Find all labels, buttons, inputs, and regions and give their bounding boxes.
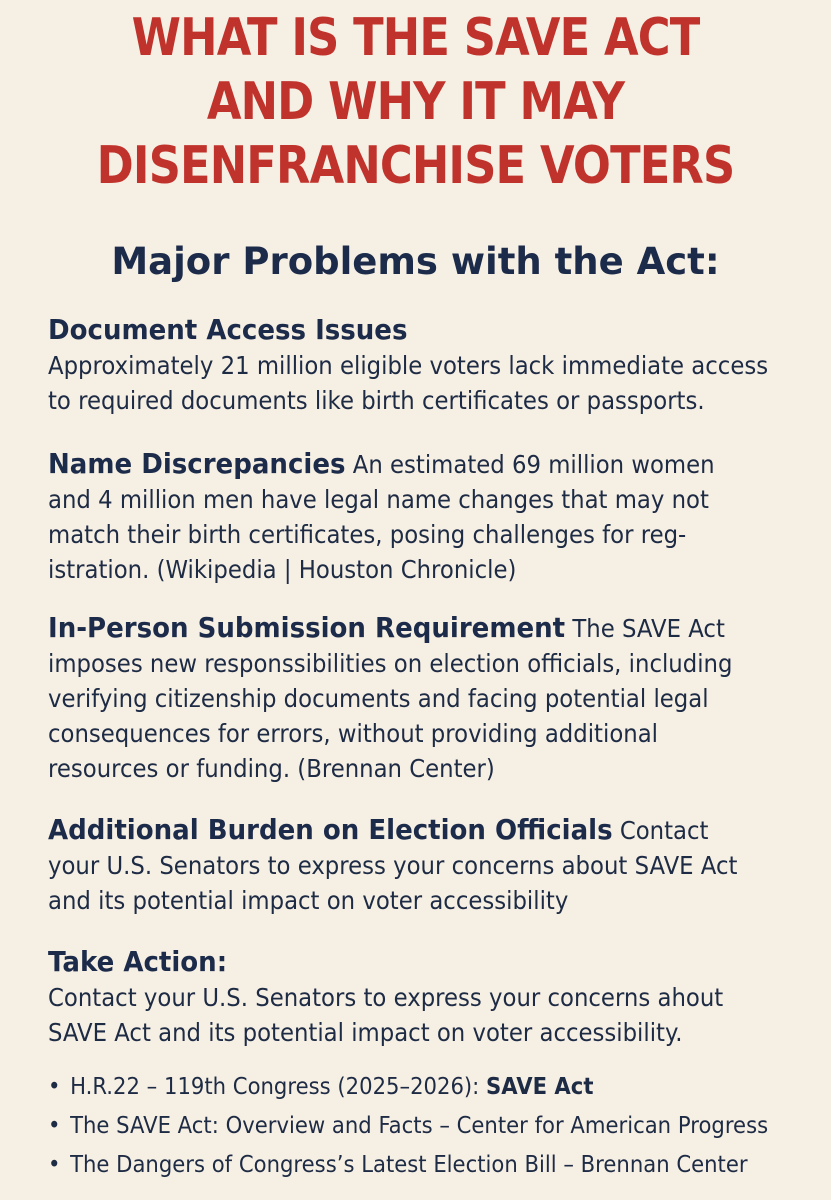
section-additional-burden [48,812,755,918]
body-line: your U.S. Senators to express your concerns about SAVE Act [48,851,738,880]
body-inline-text: Contact [619,816,709,845]
body-line: consequences for errors, without providing additional [48,719,658,748]
body-line: Approximately 21 million eligible voters lack immediate access [48,351,769,380]
resource-text: The Dangers of Congress’s Latest Election Bill – Brennan Center [70,1152,748,1178]
body-line: istration. (Wikipedia | Houston Chronicle) [48,555,517,584]
section-document-access [48,312,769,418]
body-line: verifying citizenship documents and facing potential legal [48,684,709,713]
section-name-discrepancies [48,446,755,587]
body-line: and its potential impact on voter accessibility [48,886,569,915]
bullet-icon: • [48,1074,61,1100]
bullet-icon: • [48,1113,61,1139]
body-line: SAVE Act and its potential impact on voter accessibility. [48,1018,683,1047]
section-take-action [48,944,755,1050]
section-in-person-submission [48,610,755,786]
page-title [58,6,773,198]
resource-bold-text: SAVE Act [486,1074,594,1100]
title-line-1: WHAT IS THE SAVE ACT [131,8,700,68]
title-line-2: AND WHY IT MAY [206,72,625,132]
body-line: to required documents like birth certificates or passports. [48,386,705,415]
section-title: Document Access Issues [48,313,408,346]
title-line-3: DISENFRANCHISE VOTERS [96,136,735,196]
body-line: match their birth certificates, posing challenges for reg- [48,520,687,549]
section-title: Name Discrepancies [48,447,346,480]
section-title: Additional Burden on Election Officials [48,813,613,846]
body-inline-text: An estimated 69 million women [352,450,715,479]
body-line: Contact your U.S. Senators to express your concerns ahout [48,983,724,1012]
resource-text: The SAVE Act: Overview and Facts – Center for American Progress [70,1113,769,1139]
body-inline-text: The SAVE Act [572,614,725,643]
section-title: In-Person Submission Requirement [48,611,566,644]
section-heading-major-problems: Major Problems with the Act: [111,240,720,283]
resource-item-brennan[interactable] [48,1146,766,1185]
body-line: imposes new responssibilities on election officials, including [48,649,733,678]
body-line: and 4 million men have legal name changes that may not [48,485,709,514]
resource-item-hr22[interactable] [48,1068,766,1107]
resource-item-cap[interactable] [48,1107,769,1146]
bullet-icon: • [48,1152,61,1178]
resource-text: H.R.22 – 119th Congress (2025–2026): [70,1074,487,1100]
section-title: Take Action: [48,945,228,978]
body-line: resources or funding. (Brennan Center) [48,754,495,783]
resource-list [48,1068,769,1185]
